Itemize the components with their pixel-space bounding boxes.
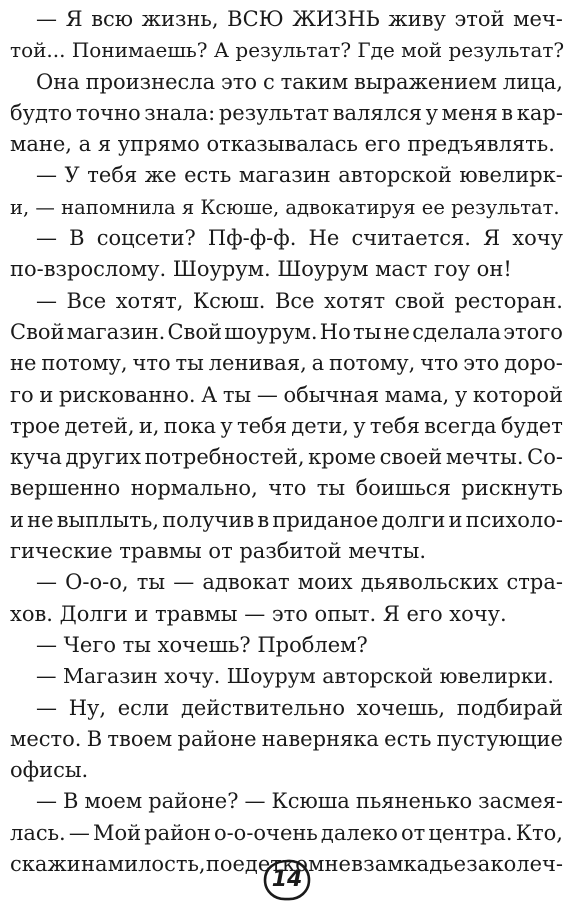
text-line: той... Понимаешь? А результат? Где мой результат? xyxy=(10,38,565,63)
text-line: — Все хотят, Ксюш. Все хотят свой ресторан. xyxy=(36,288,563,313)
text-line: лась. — Мой район о-о-очень далеко от центра. Кто, xyxy=(10,820,563,845)
page-number-badge xyxy=(262,858,312,902)
text-line: вершенно нормально, что ты боишься рискнуть xyxy=(10,476,563,501)
text-line: офисы. xyxy=(10,758,89,783)
text-line: го и рискованно. А ты — обычная мама, у которой xyxy=(10,382,563,407)
text-line: — В моем районе? — Ксюша пьяненько засмея- xyxy=(36,789,563,814)
text-line: гические травмы от разбитой мечты. xyxy=(10,539,427,564)
text-line: Она произнесла это с таким выражением лица, xyxy=(36,69,563,94)
text-line: и, — напомнила я Ксюше, адвокатируя ее результат. xyxy=(10,195,560,219)
body-text xyxy=(10,4,563,880)
text-line: мане, а я упрямо отказывалась его предъявлять. xyxy=(10,132,555,157)
text-line: и не выплыть, получив в приданое долги и психоло- xyxy=(10,507,563,532)
text-line: — Я всю жизнь, ВСЮ ЖИЗНЬ живу этой меч- xyxy=(36,7,563,31)
text-line: трое детей, и, пока у тебя дети, у тебя всегда будет xyxy=(10,413,563,438)
text-line: — Магазин хочу. Шоурум авторской ювелирки. xyxy=(36,664,554,689)
text-line: не потому, что ты ленивая, а потому, что это доро- xyxy=(10,351,563,376)
text-line: хов. Долги и травмы — это опыт. Я его хочу. xyxy=(10,601,507,626)
text-line: Свой магазин. Свой шоурум. Но ты не сделала этого xyxy=(10,319,563,344)
text-line: будто точно знала: результат валялся у меня в кар- xyxy=(10,100,563,125)
text-line: — В соцсети? Пф-ф-ф. Не считается. Я хочу xyxy=(36,226,563,251)
text-line: — У тебя же есть магазин авторской ювелирк- xyxy=(36,163,563,188)
page-number: 14 xyxy=(271,867,303,892)
text-line: — Чего ты хочешь? Проблем? xyxy=(36,632,368,657)
text-line: куча других потребностей, кроме своей мечты. Со- xyxy=(10,445,563,470)
text-line: скажи на милость, поедет ко мне в замкадье за колеч- xyxy=(10,852,563,877)
text-line: место. В твоем районе наверняка есть пустующие xyxy=(10,726,563,751)
text-line: — О-о-о, ты — адвокат моих дьявольских стра- xyxy=(36,570,563,595)
text-line: — Ну, если действительно хочешь, подбирай xyxy=(36,695,563,720)
text-line: по-взрослому. Шоурум. Шоурум маст гоу он! xyxy=(10,257,512,282)
